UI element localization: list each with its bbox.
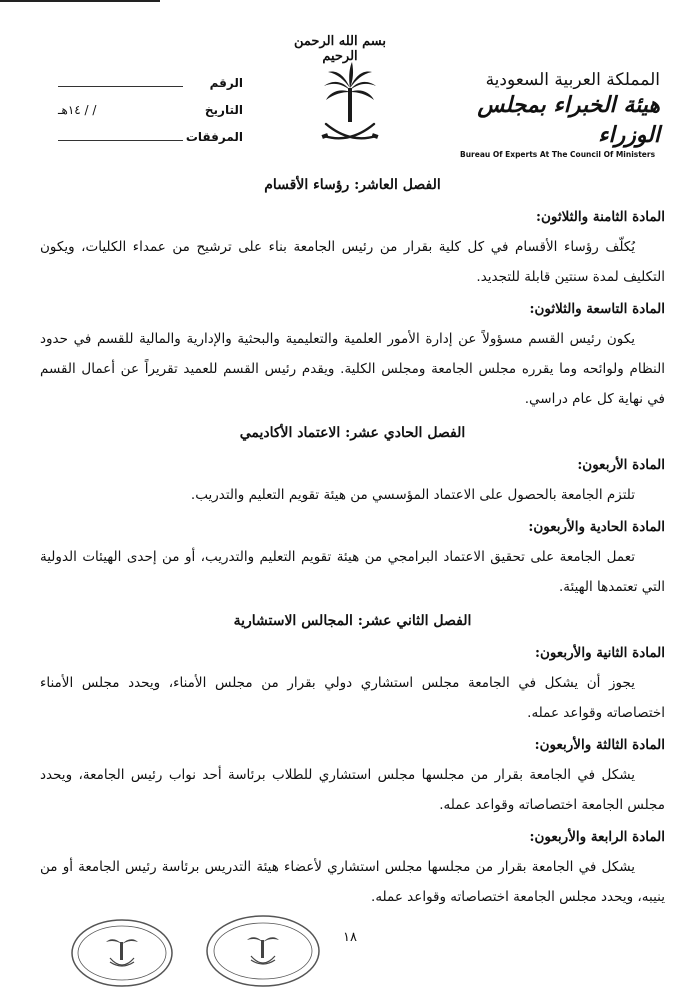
date-row (58, 103, 243, 130)
attachments-line (58, 139, 183, 141)
article-42-title: المادة الثانية والأربعون: (534, 645, 665, 661)
attachments-row (58, 130, 243, 157)
saudi-emblem-icon (320, 58, 380, 150)
ref-line (58, 85, 183, 87)
bureau-name-arabic: هيئة الخبراء بمجلس الوزراء (477, 92, 660, 148)
page-number: ١٨ (343, 930, 357, 945)
article-39-title: المادة التاسعة والثلاثون: (529, 301, 665, 317)
article-44-body: يشكل في الجامعة بقرار من مجلسها مجلس استشاري لأعضاء هيئة التدريس برئاسة رئيس الجامعة أو من ينيبه، ويحدد مجلس الجامعة اختصاصاته وقواعد عمله. (40, 859, 665, 905)
basmala: بسم الله الرحمن الرحيم (294, 34, 386, 64)
article-43-title: المادة الثالثة والأربعون: (534, 737, 665, 753)
letterhead (460, 70, 660, 159)
kingdom-name: المملكة العربية السعودية (485, 70, 660, 90)
bureau-name-english: Bureau Of Experts At The Council Of Ministers (460, 150, 656, 159)
article-41-title: المادة الحادية والأربعون: (528, 519, 665, 535)
article-39-body: يكون رئيس القسم مسؤولاً عن إدارة الأمور العلمية والتعليمية والبحثية والإدارية والمالية للقسم في حدود النظام ولوائحه وما يقرره مجلس الجامعة ومجلس الكلية. ويقدم رئيس القسم للعميد تقريراً عن أعمال القسم في نهاية كل عام دراسي. (40, 331, 665, 407)
article-40-title: المادة الأربعون: (577, 457, 665, 473)
chapter-10-title: الفصل العاشر: رؤساء الأقسام (264, 177, 441, 193)
article-38-title: المادة الثامنة والثلاثون: (535, 209, 665, 225)
article-40-body: تلتزم الجامعة بالحصول على الاعتماد المؤسسي من هيئة تقويم التعليم والتدريب. (190, 487, 635, 503)
article-38-body: يُكلّف رؤساء الأقسام في كل كلية بقرار من رئيس الجامعة بناء على ترشيح من عمداء الكليات، ويكون التكليف لمدة سنتين قابلة للتجديد. (40, 239, 665, 285)
article-42-body: يجوز أن يشكل في الجامعة مجلس استشاري دولي بقرار من مجلس الأمناء، ويحدد مجلس الأمناء اختصاصاته وقواعد عمله. (40, 675, 665, 721)
seal-left-stamp (70, 918, 174, 988)
ref-label: الرقم (209, 76, 243, 90)
date-value: / / ١٤هـ (58, 103, 97, 117)
article-44-title: المادة الرابعة والأربعون: (529, 829, 665, 845)
article-43-body: يشكل في الجامعة بقرار من مجلسها مجلس استشاري للطلاب برئاسة أحد نواب رئيس الجامعة، ويحدد مجلس الجامعة اختصاصاته وقواعد عمله. (40, 767, 665, 813)
top-rule (0, 0, 160, 2)
document-body (40, 168, 665, 914)
date-label: التاريخ (204, 103, 243, 117)
reference-block (58, 76, 243, 157)
seal-right-stamp (205, 914, 321, 988)
chapter-12-title: الفصل الثاني عشر: المجالس الاستشارية (233, 613, 472, 629)
chapter-11-title: الفصل الحادي عشر: الاعتماد الأكاديمي (239, 425, 466, 441)
ref-row (58, 76, 243, 103)
article-41-body: تعمل الجامعة على تحقيق الاعتماد البرامجي من هيئة تقويم التعليم والتدريب، أو من إحدى الهيئات الدولية التي تعتمدها الهيئة. (40, 549, 665, 595)
attachments-label: المرفقات (185, 130, 243, 144)
